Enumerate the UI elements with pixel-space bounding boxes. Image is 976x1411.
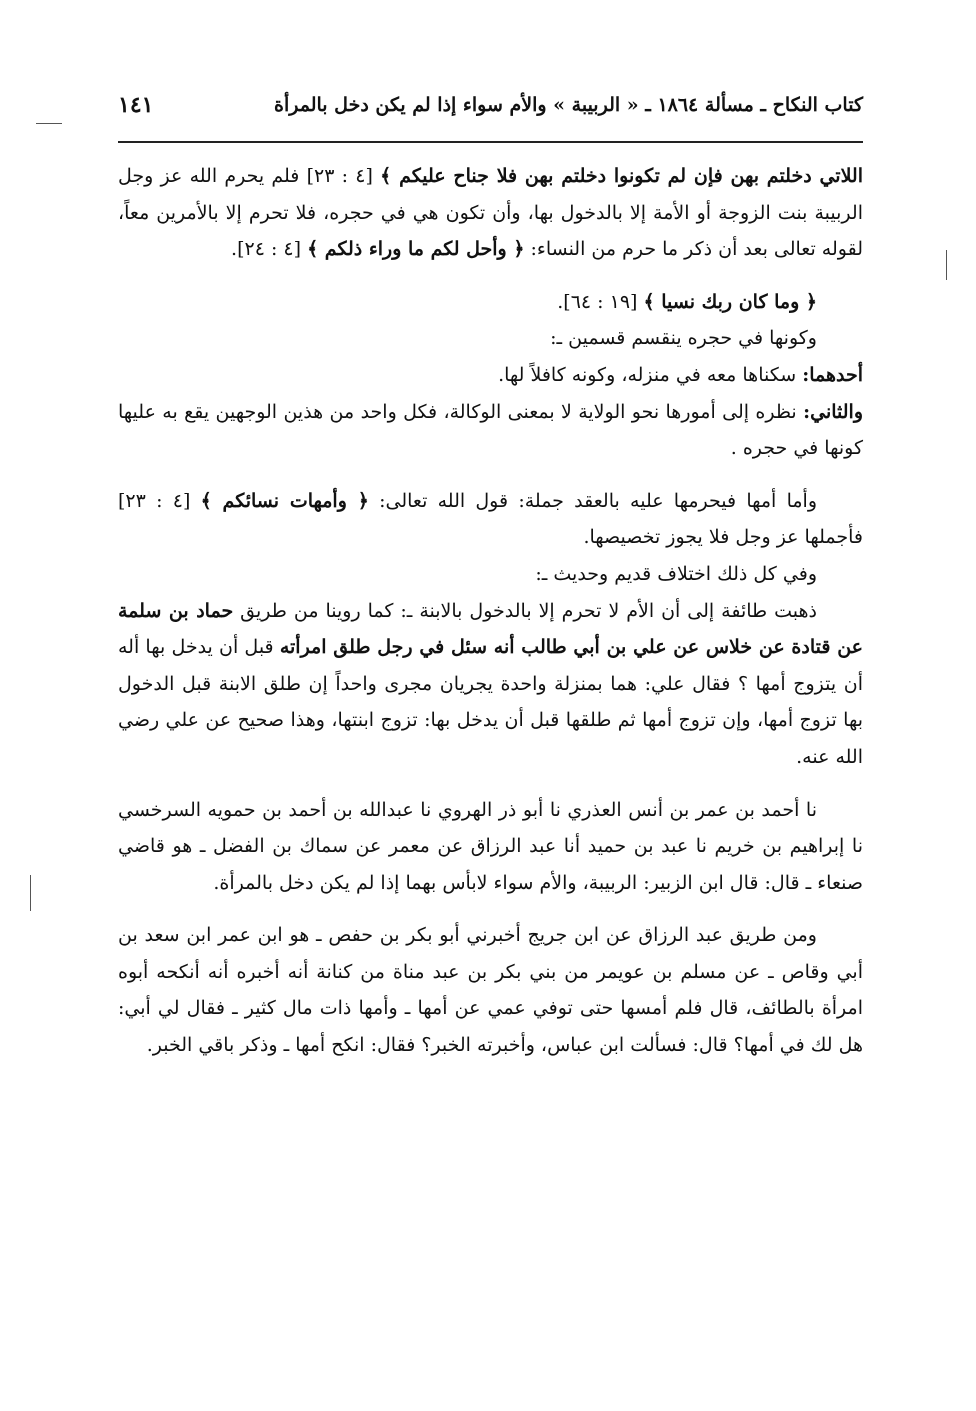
margin-tick-left bbox=[30, 875, 31, 911]
margin-tick-right bbox=[946, 250, 947, 280]
paragraph-4 bbox=[118, 357, 863, 394]
running-header bbox=[118, 90, 863, 130]
paragraph-6 bbox=[118, 483, 863, 556]
paragraph-text: [٤ : ٢٣] فأجملها عز وجل فلا يجوز تخصيصها. bbox=[118, 489, 863, 549]
isnad-chain: حماد بن سلمة عن قتادة عن خلاس عن علي بن أبي طالب أنه سئل في رجل طلق امرأته bbox=[118, 599, 863, 659]
paragraph-9: نا أحمد بن عمر بن أنس العذري نا أبو ذر الهروي نا عبدالله بن أحمد بن حمويه السرخسي نا إبراهيم بن خريم نا عبد بن حميد أنا عبد الرزاق عن معمر عن سماك بن الفضل ـ هو قاضي صنعاء ـ قال: قال ابن الزبير: الربيبة، والأم سواء لابأس بهما إذا لم يكن دخل بالمرأة. bbox=[118, 798, 863, 894]
paragraph-7: وفي كل ذلك اختلاف قديم وحديث ـ: bbox=[535, 562, 817, 585]
verse-reference: [١٩ : ٦٤]. bbox=[557, 290, 644, 313]
quran-quote: ﴿ وأحل لكم ما وراء ذلكم ﴾ bbox=[307, 238, 525, 261]
quran-quote: ﴿ وأمهات نسائكم ﴾ bbox=[200, 489, 369, 512]
paragraph-text: وأما أمها فيحرمها عليه بالعقد جملة: قول الله تعالى: bbox=[368, 489, 817, 512]
paragraph-1 bbox=[118, 158, 863, 268]
paragraph-3: وكونها في حجره ينقسم قسمين ـ: bbox=[550, 327, 817, 350]
quran-quote: اللاتي دخلتم بهن فإن لم تكونوا دخلتم بهن فلا جناح عليكم ﴾ bbox=[380, 165, 864, 187]
paragraph-2 bbox=[118, 284, 863, 321]
header-title: كتاب النكاح ـ مسألة ١٨٦٤ ـ « الربيبة » والأم سواء إذا لم يكن دخل بالمرأة bbox=[274, 94, 863, 116]
paragraph-text: سكناها معه في منزله، وكونه كافلاً لها. bbox=[498, 363, 803, 386]
quran-quote: ﴿ وما كان ربك نسيا ﴾ bbox=[643, 290, 817, 313]
body-text bbox=[118, 158, 863, 1064]
page-number: ١٤١ bbox=[118, 92, 154, 118]
margin-dash-top-left bbox=[36, 123, 62, 124]
paragraph-label: أحدهما: bbox=[802, 363, 863, 386]
paragraph-text: قبل أن يدخل بها أله أن يتزوج أمها ؟ فقال علي: هما بمنزلة واحدة يجريان مجرى واحداً إن طلق الابنة قبل الدخول بها تزوج أمها، وإن تزوج أمها ثم طلقها قبل أن يدخل بها: تزوج ابنتها، وهذا صحيح عن علي رضي الله عنه. bbox=[118, 636, 863, 768]
paragraph-text: [٤ : ٢٣] فلم يحرم الله عز وجل الربيبة بنت الزوجة أو الأمة إلا بالدخول بها، وأن تكون هي في حجره، فلا تحرم إلا بالأمرين معاً، لقوله تعالى بعد أن ذكر ما حرم من النساء: bbox=[118, 165, 863, 261]
paragraph-text: ذهبت طائفة إلى أن الأم لا تحرم إلا بالدخول بالابنة ـ: كما روينا من طريق bbox=[233, 599, 817, 622]
paragraph-text: نظره إلى أمورها نحو الولاية لا بمعنى الوكالة، فكل واحد من هذين الوجهين يقع به عليها كونها في حجره . bbox=[118, 400, 863, 460]
paragraph-10: ومن طريق عبد الرزاق عن ابن جريج أخبرني أبو بكر بن حفص ـ هو ابن عمر ابن سعد بن أبي وقاص ـ عن مسلم بن عويمر من بني بكر بن عبد مناة من كنانة أنه أخبره أنه أنكحه أبوه امرأة بالطائف، قال فلم أمسها حتى توفي عمي عن أمها ـ وأمها ذات مال كثير ـ فقال لي أبي: هل لك في أمها؟ قال: فسألت ابن عباس، وأخبرته الخبر؟ فقال: انكح أمها ـ وذكر باقي الخبر. bbox=[118, 924, 863, 1057]
paragraph-5 bbox=[118, 394, 863, 467]
paragraph-8 bbox=[118, 593, 863, 776]
verse-reference: [٤ : ٢٤]. bbox=[231, 238, 308, 261]
paragraph-label: والثاني: bbox=[803, 400, 863, 423]
header-rule bbox=[118, 141, 863, 143]
